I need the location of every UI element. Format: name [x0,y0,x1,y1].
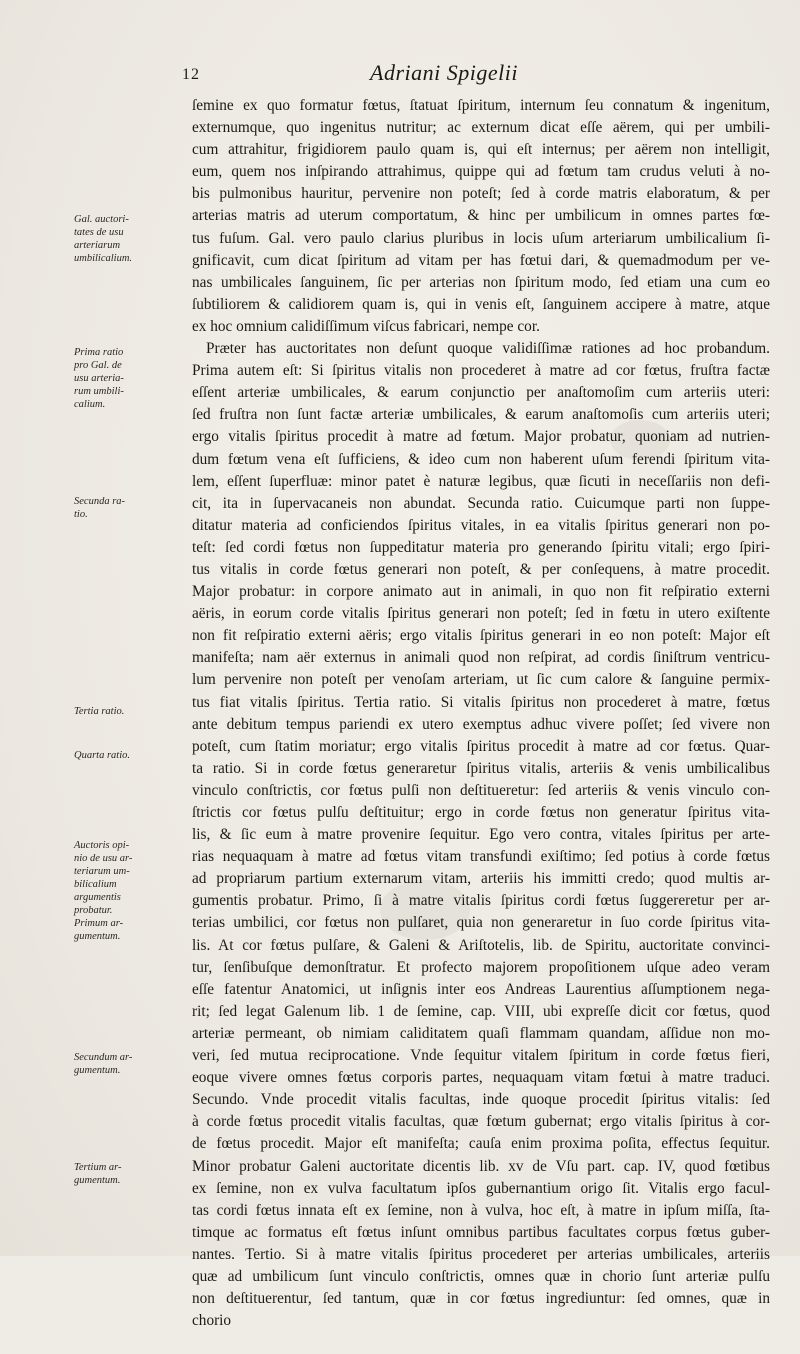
text-line: ante debitum tempus pariendi ex utero exemptus adhuc vivere poſſet; ſed vivere non [192,715,770,733]
text-line: à corde fœtus procedit vitalis facultas, quæ fœtum gubernat; ergo vitalis ſpiritus à cor- [192,1113,770,1131]
text-line: ſed fruſtra non ſunt factæ arteriæ umbilicales, & earum anaſtomoſis cum arteriis uteri; [192,406,770,424]
catchword [192,1332,770,1354]
text-line: dum fœtum vena eſt ſufficiens, & ideo cum non haberent uſum ferendi ſpiritum vita- [192,450,770,468]
text-line: rias nequaquam à matre ad fœtus vitam transfundi exiſtimo; ſed potius à corde fœtus [192,848,770,866]
text-line: non fit reſpiratio externi aëris; ergo vitalis ſpiritus generari in eo non poteſt: Major eſt [192,627,770,645]
text-line: timque ac formatus eſt fœtus inſunt omnibus partibus facultates corpus fœtus guber- [192,1223,770,1241]
text-line: ſtrictis cor fœtus pulſu deſtituitur; ergo in corde fœtus non generatur ſpiritus vita- [192,804,770,821]
body-text [192,95,770,1354]
text-line: Præter has auctoritates non deſunt quoque validiſſimæ rationes ad hoc probandum. [206,340,770,358]
margin-note: Auctoris opi- nio de usu ar- teriarum um- bilicalium argumentis probatur. Primum ar- gumentum. [74,840,133,942]
text-line: ergo vitalis ſpiritus procedit à matre ad fœtum. Major probatur, quoniam ad nutrien- [192,428,770,446]
text-line: Major probatur: in corpore animato aut in animali, in quo non fit reſpiratio externi [192,583,770,601]
text-line: lis. At cor fœtus pulſare, & Galeni & Ariſtotelis, lib. de Spiritu, auctoritate convinci- [192,936,770,954]
margin-note: Secunda ra- tio. [74,496,126,520]
text-line: rit; ſed legat Galenum lib. 1 de ſemine, cap. VIII, ubi expreſſe dicit cor fœtus, quod [192,1002,770,1020]
text-line: manifeſta; nam aër externus in animali quod non reſpirat, ad cordis ſiniſtrum ventricu- [192,649,770,667]
margin-note: Prima ratio pro Gal. de usu arteria- rum umbili- calium. [74,347,124,410]
text-line: ad propriarum partium externarum vitam, arteriis his immitti credo; quod multis ar- [192,870,770,888]
text-line: vinculo conſtrictis, cor fœtus pulſi non deſtitueretur: ſed arteriis & venis vinculo con- [192,781,770,799]
text-line: lum pervenire non poteſt per venoſam arteriam, ut ſic cum calore & ſanguine permix- [192,671,770,689]
text-line: aëris, in eorum corde vitalis ſpiritus generari non poteſt; ſed in fœtu in utero exiſtente [192,605,770,623]
running-head: Adriani Spigelii [370,60,518,85]
text-line: externumque, quo ingenitus nutritur; ac externum dicat eſſe aërem, qui per umbili- [192,119,770,137]
text-line: Prima autem eſt: Si ſpiritus vitalis non procederet à matre ad cor fœtus, fruſtra factæ [192,362,770,380]
text-line: tus fiat vitalis ſpiritus. Tertia ratio. Si vitalis ſpiritus non procederet à matre, fœtus [192,693,770,711]
margin-note: Tertium ar- gumentum. [74,1162,122,1186]
text-line: lem, eſſent ſuperfluæ: minor patet è naturæ legibus, quæ ſicuti in neceſſariis non defi- [192,472,770,490]
text-line: ex ſemine, non ex vulva facultatum ipſos gubernantium origo ſit. Vitalis ergo facul- [192,1179,770,1197]
text-line: eſſe fatentur Anatomici, ut inſignis inter eos Andreas Laurentius aſſumptionem nega- [192,980,770,998]
text-line: tus vitalis in corde fœtus generari non poteſt, & per conſequens, à matre procedit. [192,560,770,578]
text-line: chorio [192,1312,232,1330]
text-line: lis, & ſic eum à matre provenire ſequitur. Ego vero contra, vitales ſpiritus per arte- [192,826,770,844]
text-line: cit, ita in ſupervacaneis non abundat. Secunda ratio. Cuicumque parti non ſuppe- [192,494,770,512]
margin-note: Secundum ar- gumentum. [74,1052,133,1076]
margin-note: Gal. auctori- tates de usu arteriarum umbilicalium. [74,214,133,264]
text-line: ſubtiliorem & calidiorem quam is, qui in venis eſt, ſanguinem accipere à matre, atque [192,295,770,313]
text-line: non deſtituerentur, ſed tantum, quæ in cor fœtus ingrediuntur: ſed omnes, quæ in [192,1290,770,1308]
text-line: bis pulmonibus hauritur, pervenire non poteſt; ſed à corde matris elaboratum, & per [192,185,770,203]
text-line: arteriæ permeant, ob nimiam caliditatem quaſi flammam quandam, aſſidue non mo- [192,1024,770,1042]
page-header [140,58,760,88]
text-line: eſſent arteriæ umbilicales, & earum conjunctio per anaſtomoſim cum arteriis uteri: [192,384,770,402]
text-line: teſt: ſed cordi fœtus non ſuppeditatur materia pro generando ſpiritu vitali; ergo ſpiri- [192,538,770,556]
text-line: cum attrahitur, frigidiorem paulo quam is, qui eſt internus; per aërem non intelligit, [192,141,770,159]
margin-note: Tertia ratio. [74,706,125,717]
text-line: eoque vivere omnes fœtus corporis partes, nequaquam vitam fœtui à matre traduci. [192,1069,770,1087]
text-line: ſemine ex quo formatur fœtus, ſtatuat ſpiritum, internum ſeu connatum & ingenitum, [192,97,770,114]
page-number: 12 [182,66,200,83]
text-line: Secundo. Vnde procedit vitalis facultas, inde quoque procedit ſpiritus vitalis: ſed [192,1091,770,1109]
text-line: ta ratio. Si in corde fœtus generaretur ſpiritus vitalis, arteriis & venis umbilicalibus [192,759,770,777]
text-line: terias umbilici, cor fœtus non pulſaret, quia non generaretur in ſuo corde ſpiritus vita- [192,914,770,932]
text-line: nantes. Tertio. Si à matre vitalis ſpiritus procederet per arterias umbilicales, arteriis [192,1245,770,1263]
text-line: tas cordi fœtus innata eſt ex ſemine, non à vulva, hoc eſt, à matre in ipſum miſſa, ſta- [192,1201,770,1219]
text-line: tus fuſum. Gal. vero paulo clarius pluribus in locis uſum arteriarum umbilicalium ſi- [192,229,770,247]
text-line: arterias matris ad uterum comportatum, & hinc per umbilicum in omnes partes fœ- [192,207,770,225]
text-line: gumentis probatur. Primo, ſi à matre vitalis ſpiritus cordi fœtus ſuggereretur per ar- [192,892,770,910]
text-line: gnificavit, cum dicat ſpiritum ad vitam per has fœtui dari, & quemadmodum per ve- [192,251,770,269]
text-line: tur, ſenſibuſque demonſtratur. Et profecto majorem propoſitionem uſque adeo veram [192,958,770,976]
text-line: ex hoc omnium calidiſſimum viſcus fabricari, nempe cor. [192,317,540,335]
text-line: quæ ad umbilicum ſunt vinculo conſtrictis, omnes quæ in chorio ſunt arteriæ pulſu [192,1267,770,1285]
margin-note: Quarta ratio. [74,750,131,761]
text-line: ditatur materia ad conficiendos ſpiritus vitales, in ea vitalis ſpiritus generari non po- [192,516,770,534]
text-line: nas umbilicales ſanguinem, ſic per arterias non ſpiritum modo, ſed etiam una cum eo [192,273,770,291]
text-line: de fœtus procedit. Major eſt manifeſta; cauſa enim proxima poſita, effectus ſequitur. [192,1135,770,1153]
text-line: veri, ſed mutua reciprocatione. Vnde ſequitur vitalem ſpiritum in corde fœtus fieri, [192,1047,770,1065]
text-line: poteſt, cum ſtatim moriatur; ergo vitalis ſpiritus procedit à matre ad cor fœtus. Quar- [192,737,770,755]
text-line: eum, quem nos inſpirando attrahimus, quippe qui ad fœtum tam crudus veluti à no- [192,163,770,181]
text-line: Minor probatur Galeni auctoritate dicentis lib. xv de Vſu part. cap. IV, quod fœtibus [192,1157,770,1175]
